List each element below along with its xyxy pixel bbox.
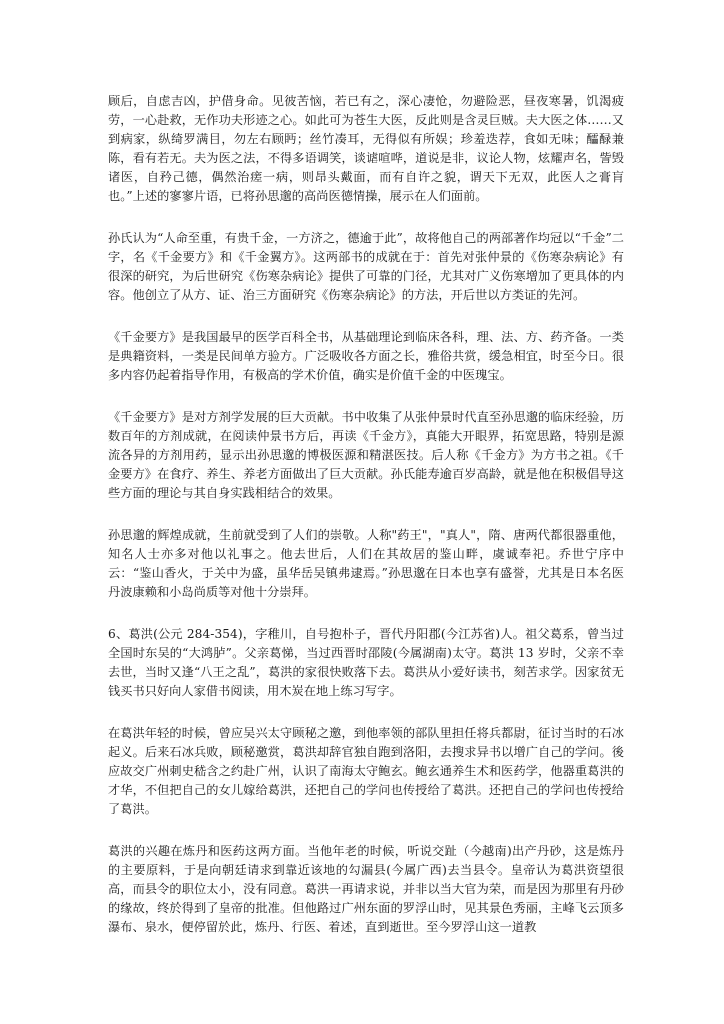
paragraph-medical-ethics: 顾后，自虑吉凶，护借身命。见彼苦恼，若已有之，深心凄怆，勿避险恶，昼夜寒暑，饥渴疲劳，一心赴救，无作功夫形迹之心。如此可为苍生大医，反此则是含灵巨贼。夫大医之体……又到病家，纵绮罗满目，勿左右顾眄；丝竹凑耳，无得似有所娱；珍羞迭荐，食如无味；醽醁兼陈，看有若无。夫为医之法，不得多语调笑，谈谑喧哗，道说是非，议论人物，炫耀声名，訾毁诸医，自矜己德，偶然治瘥一病，则昂头戴面，而有自许之貌，谓天下无双，此医人之膏肓也。”上述的寥寥片语，已将孙思邈的高尚医德情操，展示在人们面前。	[108, 94, 624, 203]
paragraph-prescription-contribution: 《千金要方》是对方剂学发展的巨大贡献。书中收集了从张仲景时代直至孙思邈的临床经验，历数百年的方剂成就，在阅读仲景书方后，再读《千金方》，真能大开眼界，拓宽思路，特别是源流各异的方剂用药，显示出孙思邈的博极医源和精湛医技。后人称《千金方》为方书之祖。《千金要方》在食疗、养生、养老方面做出了巨大贡献。孙氏能寿逾百岁高龄，就是他在积极倡导这些方面的理论与其自身实践相结合的效果。	[108, 410, 624, 500]
paragraph-reverence: 孙思邈的辉煌成就，生前就受到了人们的崇敬。人称"药王"，"真人"，隋、唐两代都很器重他，知名人士亦多对他以礼事之。他去世后，人们在其故居的鉴山畔，虞诚奉祀。乔世宁序中云：“鉴山香火，于关中为盛，虽华岳吴镇弗逮焉。”孙思邈在日本也享有盛誉，尤其是日本名医丹波康赖和小岛尚质等对他十分崇拜。	[108, 528, 624, 599]
paragraph-ge-hong-intro: 6、葛洪(公元 284-354)，字稚川，自号抱朴子，晋代丹阳郡(今江苏省)人。祖父葛系，曾当过全国时东吴的“大鸿胪”。父亲葛悌，当过西晋时邵陵(今属湖南)太守。葛洪 13 岁时，父亲不幸去世，当时又逢“八王之乱”，葛洪的家很快败落下去。葛洪从小爱好读书，刻苦求学。因家贫无钱买书只好向人家借书阅读，用木炭在地上练习写字。	[108, 627, 624, 698]
paragraph-encyclopedia: 《千金要方》是我国最早的医学百科全书，从基础理论到临床各科，理、法、方、药齐备。一类是典籍资料，一类是民间单方验方。广泛吸收各方面之长，雅俗共赏，缓急相宜，时至今日。很多内容仍起着指导作用，有极高的学术价值，确实是价值千金的中医瑰宝。	[108, 330, 624, 382]
paragraph-ge-hong-alchemy: 葛洪的兴趣在炼丹和医药这两方面。当他年老的时候，听说交趾（今越南)出产丹砂，这是炼丹的主要原料，于是向朝廷请求到靠近该地的勾漏县(今属广西)去当县令。皇帝认为葛洪资望很高，而县令的职位太小，没有同意。葛洪一再请求说，并非以当大官为荣，而是因为那里有丹砂的缘故，终於得到了皇帝的批准。但他路过广州东面的罗浮山时，见其景色秀丽，主峰飞云顶多瀑布、泉水，便停留於此，炼丹、行医、着述，直到逝世。至今罗浮山这一道教	[108, 844, 624, 934]
paragraph-qianjin-works: 孙氏认为“人命至重，有贵千金，一方济之，德逾于此”，故将他自己的两部著作均冠以“千金”二字，名《千金要方》和《千金翼方》。这两部书的成就在于：首先对张仲景的《伤寒杂病论》有很深的研究，为后世研究《伤寒杂病论》提供了可靠的门径，尤其对广义伤寒增加了更具体的内容。他创立了从方、证、治三方面研究《伤寒杂病论》的方法，开后世以方类证的先河。	[108, 231, 624, 302]
paragraph-ge-hong-youth: 在葛洪年轻的时候，曾应吴兴太守顾秘之邀，到他率领的部队里担任将兵都尉，征讨当时的石冰起义。后来石冰兵败，顾秘邀赏，葛洪却辞官独自跑到洛阳，去搜求异书以增广自己的学问。後应故交广州刺史嵇含之约赴广州，认识了南海太守鲍玄。鲍玄通养生术和医药学，他器重葛洪的才华，不但把自己的女儿嫁给葛洪，还把自己的学问也传授给了葛洪。还把自己的学问也传授给了葛洪。	[108, 726, 624, 816]
document-body	[108, 92, 624, 937]
